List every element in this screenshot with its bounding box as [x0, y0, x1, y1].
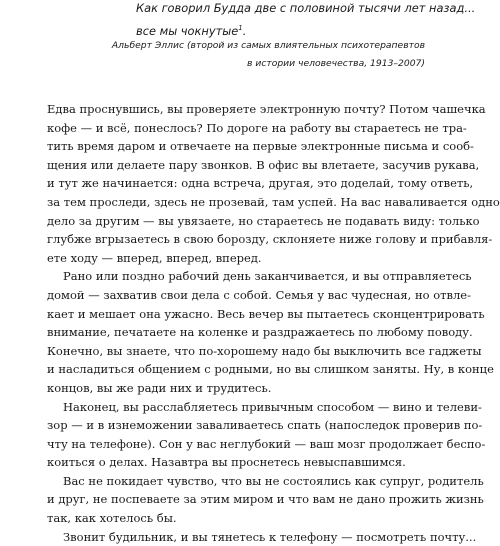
text-line: Конечно, вы знаете, что по-хорошему надо бы выключить все гаджеты [47, 343, 482, 358]
epigraph [136, 0, 476, 41]
text-line: домой — захватив свои дела с собой. Семья у вас чудесная, но отвле- [47, 287, 471, 302]
text-line: кает и мешает она ужасно. Весь вечер вы пытаетесь сконцентрировать [47, 306, 485, 321]
text-line: дело за другим — вы увязаете, но стараетесь не подавать виду: только [47, 213, 480, 228]
text-line: Рано или поздно рабочий день заканчивается, и вы отправляетесь [63, 269, 472, 284]
text-line: коиться о делах. Назавтра вы проснетесь невыспавшимся. [47, 455, 406, 470]
epigraph-attribution-line-2: в истории человечества, 1913–2007) [247, 58, 425, 69]
footnote-mark: 1 [238, 24, 243, 32]
text-line: Вас не покидает чувство, что вы не состоялись как супруг, родитель [63, 473, 484, 488]
epigraph-quote-text: все мы чокнутые [136, 24, 239, 38]
text-line: и насладиться общением с родными, но вы слишком заняты. Ну, в конце [47, 362, 494, 377]
epigraph-quote-line-1: Как говорил Будда две с половиной тысячи лет назад... [136, 1, 476, 15]
text-line: щения или делаете пару звонков. В офис вы влетаете, засучив рукава, [47, 157, 480, 172]
text-line: за тем проследи, здесь не прозевай, там успей. На вас наваливается одно [47, 194, 500, 209]
text-line: внимание, печатаете на коленке и раздражаетесь по любому поводу. [47, 325, 473, 340]
text-line: кофе — и всё, понеслось? По дороге на работу вы стараетесь не тра- [47, 120, 467, 135]
text-line: концов, вы же ради них и трудитесь. [47, 380, 272, 395]
text-line: ете ходу — вперед, вперед, вперед. [47, 250, 262, 265]
body-text [47, 100, 500, 546]
text-line: зор — и в изнеможении заваливаетесь спать (напоследок проверив по- [47, 418, 483, 433]
text-line: чту на телефоне). Сон у вас неглубокий — ваш мозг продолжает беспо- [47, 436, 486, 451]
text-line: глубже вгрызаетесь в свою борозду, склоняете ниже голову и прибавля- [47, 232, 493, 247]
epigraph-attribution-line-1: Альберт Эллис (второй из самых влиятельных психотерапевтов [111, 40, 425, 51]
text-line: так, как хотелось бы. [47, 511, 177, 526]
text-line: Звонит будильник, и вы тянетесь к телефону — посмотреть почту... [63, 529, 477, 544]
text-line: Наконец, вы расслабляетесь привычным способом — вино и телеви- [63, 399, 482, 414]
epigraph-quote-end: . [242, 24, 247, 38]
text-line: Едва проснувшись, вы проверяете электронную почту? Потом чашечка [47, 102, 486, 116]
text-line: и тут же начинается: одна встреча, другая, это доделай, тому ответь, [47, 176, 474, 191]
text-line: тить время даром и отвечаете на первые электронные письма и сооб- [47, 139, 474, 154]
text-line: и друг, не поспеваете за этим миром и что вам не дано прожить жизнь [47, 492, 484, 507]
